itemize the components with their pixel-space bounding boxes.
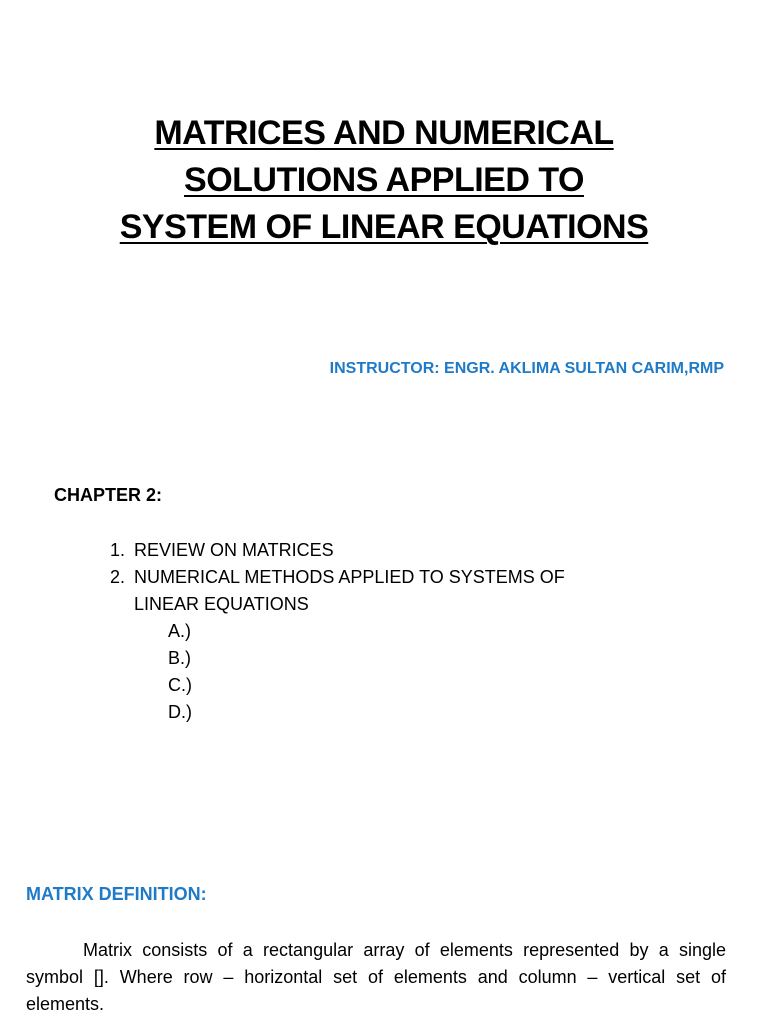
outline-item-number: 2. <box>110 567 126 587</box>
title-line-3: SYSTEM OF LINEAR EQUATIONS <box>119 208 649 246</box>
outline-subitem-c: C.) <box>168 675 192 695</box>
matrix-definition-paragraph: Matrix consists of a rectangular array of elements represented by a single symbol []. Where row – horizontal set of elements and column – vertical set of elements. <box>26 940 726 1014</box>
outline-item-1 <box>110 537 634 564</box>
matrix-definition-heading: MATRIX DEFINITION: <box>26 884 207 904</box>
title-line-1: MATRICES AND NUMERICAL <box>154 114 614 152</box>
outline-item-text: NUMERICAL METHODS APPLIED TO SYSTEMS OF LINEAR EQUATIONS <box>134 567 565 614</box>
outline-subitem-d: D.) <box>168 702 192 722</box>
chapter-heading: CHAPTER 2: <box>54 485 163 505</box>
outline-subitem-a: A.) <box>168 621 192 641</box>
instructor-line: INSTRUCTOR: ENGR. AKLIMA SULTAN CARIM,RMP <box>329 360 724 377</box>
outline-subitem-b: B.) <box>168 648 192 668</box>
outline-item-number: 1. <box>110 540 126 560</box>
document-title <box>0 110 768 251</box>
outline-item-2 <box>110 564 634 618</box>
chapter-outline <box>110 537 634 726</box>
title-line-2: SOLUTIONS APPLIED TO <box>184 161 584 199</box>
outline-item-text: REVIEW ON MATRICES <box>134 540 334 560</box>
